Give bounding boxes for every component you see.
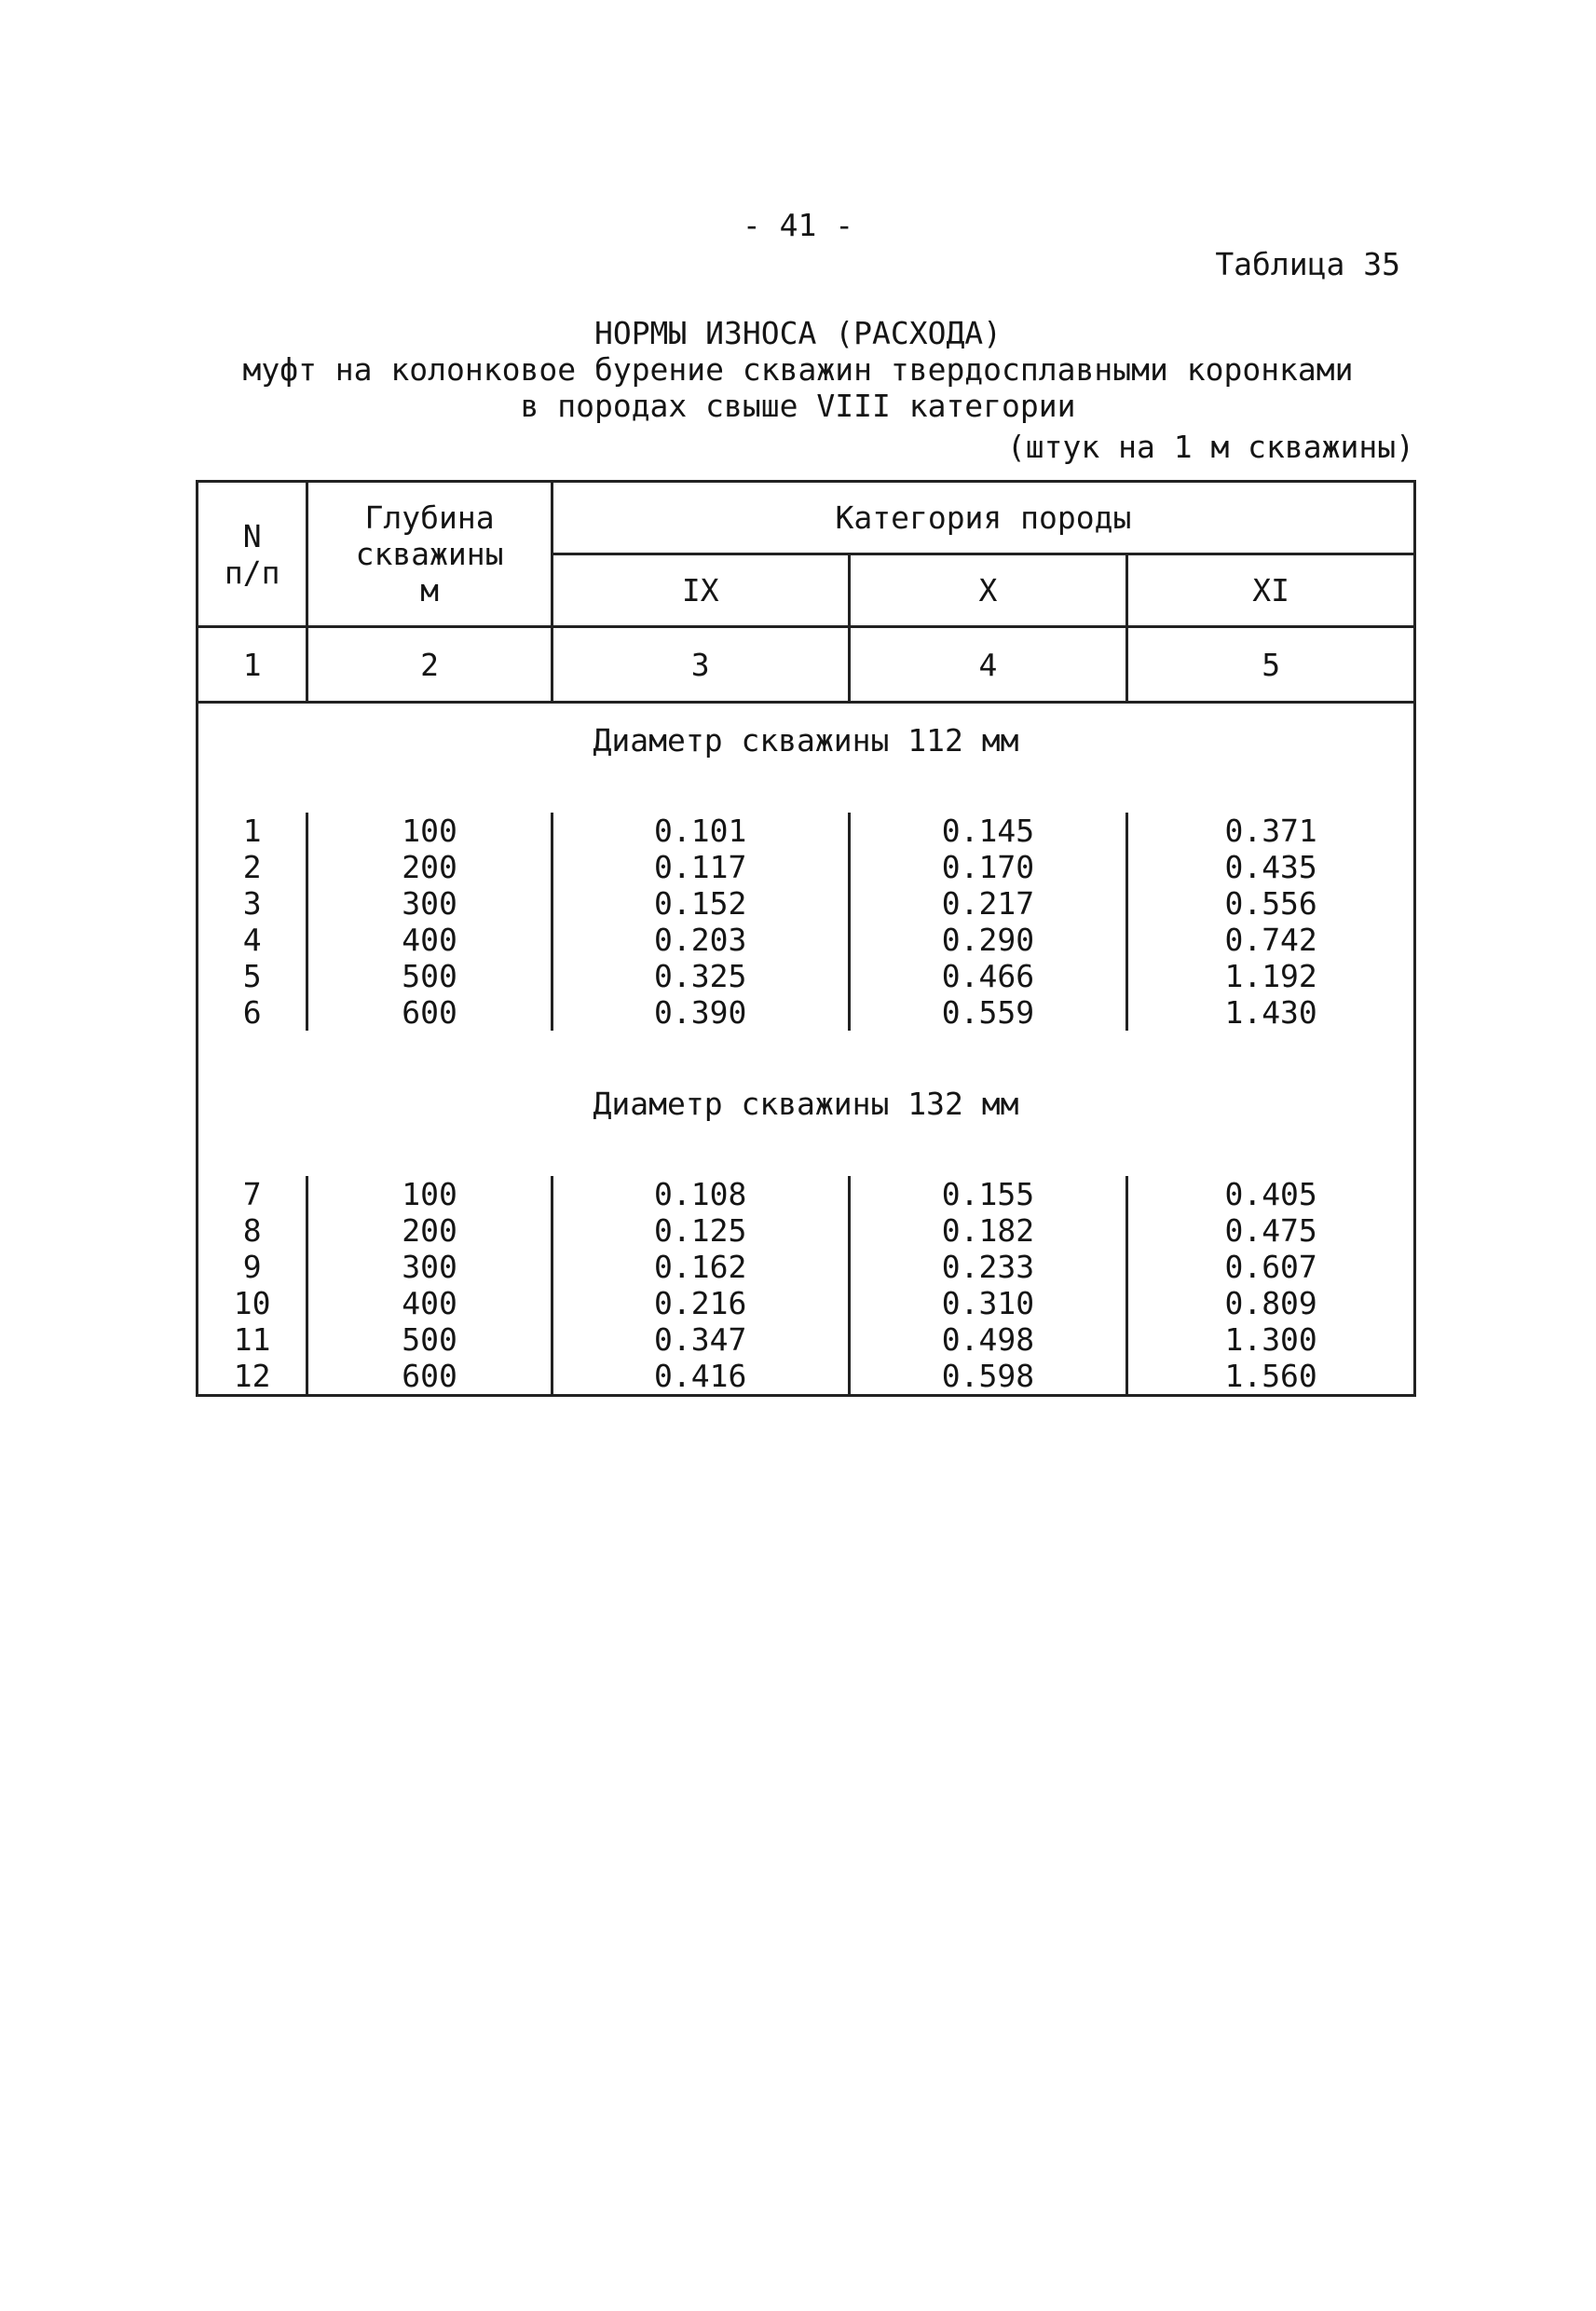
cell-x: 0.217 (849, 885, 1127, 922)
cell-n: 11 (198, 1321, 307, 1358)
cell-ix: 0.216 (552, 1285, 849, 1321)
cell-ix: 0.390 (552, 994, 849, 1031)
table-title (0, 315, 1596, 424)
cell-n: 2 (198, 849, 307, 885)
header-cat-xi: XI (1127, 554, 1415, 627)
cell-n: 6 (198, 994, 307, 1031)
cell-ix: 0.108 (552, 1176, 849, 1212)
cell-depth: 300 (307, 885, 552, 922)
cell-depth: 500 (307, 1321, 552, 1358)
cell-xi: 1.430 (1127, 994, 1415, 1031)
cell-depth: 300 (307, 1249, 552, 1285)
table-row (198, 922, 1415, 958)
spacer-row (198, 776, 1415, 813)
cell-x: 0.233 (849, 1249, 1127, 1285)
table-row (198, 994, 1415, 1031)
cell-xi: 0.607 (1127, 1249, 1415, 1285)
spacer-cell (198, 1031, 1415, 1067)
units-note: (штук на 1 м скважины) (1006, 429, 1414, 465)
table-row (198, 1249, 1415, 1285)
cell-ix: 0.152 (552, 885, 849, 922)
cell-ix: 0.347 (552, 1321, 849, 1358)
table-row (198, 1212, 1415, 1249)
header-category: Категория породы (552, 482, 1414, 554)
cell-x: 0.145 (849, 813, 1127, 849)
spacer-cell (198, 776, 1415, 813)
cell-depth: 400 (307, 922, 552, 958)
page-number: - 41 - (742, 207, 854, 243)
column-numbers-row (198, 627, 1415, 703)
cell-x: 0.498 (849, 1321, 1127, 1358)
table-label: Таблица 35 (1215, 246, 1400, 282)
cell-n: 8 (198, 1212, 307, 1249)
cell-ix: 0.203 (552, 922, 849, 958)
header-n-line1: N (242, 517, 262, 554)
table-row (198, 1176, 1415, 1212)
column-number: 1 (198, 627, 307, 703)
cell-x: 0.290 (849, 922, 1127, 958)
cell-n: 3 (198, 885, 307, 922)
table-row (198, 813, 1415, 849)
cell-xi: 1.560 (1127, 1358, 1415, 1396)
table-row (198, 885, 1415, 922)
cell-n: 1 (198, 813, 307, 849)
cell-depth: 500 (307, 958, 552, 994)
cell-x: 0.559 (849, 994, 1127, 1031)
table-row (198, 1321, 1415, 1358)
cell-depth: 600 (307, 1358, 552, 1396)
section-title: Диаметр скважины 132 мм (198, 1067, 1415, 1140)
table-row (198, 1285, 1415, 1321)
cell-depth: 100 (307, 1176, 552, 1212)
spacer-row (198, 1031, 1415, 1067)
cell-depth: 600 (307, 994, 552, 1031)
title-line-3: в породах свыше VIII категории (520, 388, 1076, 424)
cell-depth: 100 (307, 813, 552, 849)
table-row (198, 849, 1415, 885)
cell-x: 0.155 (849, 1176, 1127, 1212)
cell-ix: 0.325 (552, 958, 849, 994)
column-number: 5 (1127, 627, 1415, 703)
cell-xi: 0.475 (1127, 1212, 1415, 1249)
cell-ix: 0.416 (552, 1358, 849, 1396)
column-number: 4 (849, 627, 1127, 703)
cell-depth: 400 (307, 1285, 552, 1321)
title-line-1: НОРМЫ ИЗНОСА (РАСХОДА) (593, 315, 1003, 351)
cell-x: 0.170 (849, 849, 1127, 885)
cell-ix: 0.101 (552, 813, 849, 849)
cell-xi: 0.742 (1127, 922, 1415, 958)
header-cat-x: X (849, 554, 1127, 627)
cell-x: 0.466 (849, 958, 1127, 994)
spacer-cell (198, 1140, 1415, 1176)
cell-depth: 200 (307, 1212, 552, 1249)
header-depth-line3: м (420, 572, 439, 609)
cell-ix: 0.117 (552, 849, 849, 885)
cell-x: 0.182 (849, 1212, 1127, 1249)
cell-xi: 0.405 (1127, 1176, 1415, 1212)
section-title: Диаметр скважины 112 мм (198, 703, 1415, 777)
norms-table (196, 480, 1416, 1397)
column-number: 3 (552, 627, 849, 703)
section-header-112 (198, 703, 1415, 777)
cell-n: 12 (198, 1358, 307, 1396)
header-cat-ix: IX (552, 554, 849, 627)
cell-ix: 0.162 (552, 1249, 849, 1285)
cell-n: 5 (198, 958, 307, 994)
cell-ix: 0.125 (552, 1212, 849, 1249)
header-depth-line2: скважины (355, 536, 504, 572)
cell-n: 7 (198, 1176, 307, 1212)
header-depth (307, 482, 552, 627)
header-n-line2: п/п (224, 554, 280, 591)
cell-n: 4 (198, 922, 307, 958)
table-row (198, 958, 1415, 994)
cell-x: 0.310 (849, 1285, 1127, 1321)
cell-xi: 1.300 (1127, 1321, 1415, 1358)
section-header-132 (198, 1067, 1415, 1140)
title-line-2: муфт на колонковое бурение скважин твердосплавными коронками (242, 351, 1354, 388)
cell-x: 0.598 (849, 1358, 1127, 1396)
table-row (198, 1358, 1415, 1396)
cell-xi: 0.809 (1127, 1285, 1415, 1321)
cell-xi: 0.371 (1127, 813, 1415, 849)
cell-depth: 200 (307, 849, 552, 885)
header-n (198, 482, 307, 627)
column-number: 2 (307, 627, 552, 703)
header-depth-line1: Глубина (364, 499, 495, 536)
cell-xi: 1.192 (1127, 958, 1415, 994)
cell-xi: 0.435 (1127, 849, 1415, 885)
spacer-row (198, 1140, 1415, 1176)
cell-n: 10 (198, 1285, 307, 1321)
cell-xi: 0.556 (1127, 885, 1415, 922)
cell-n: 9 (198, 1249, 307, 1285)
